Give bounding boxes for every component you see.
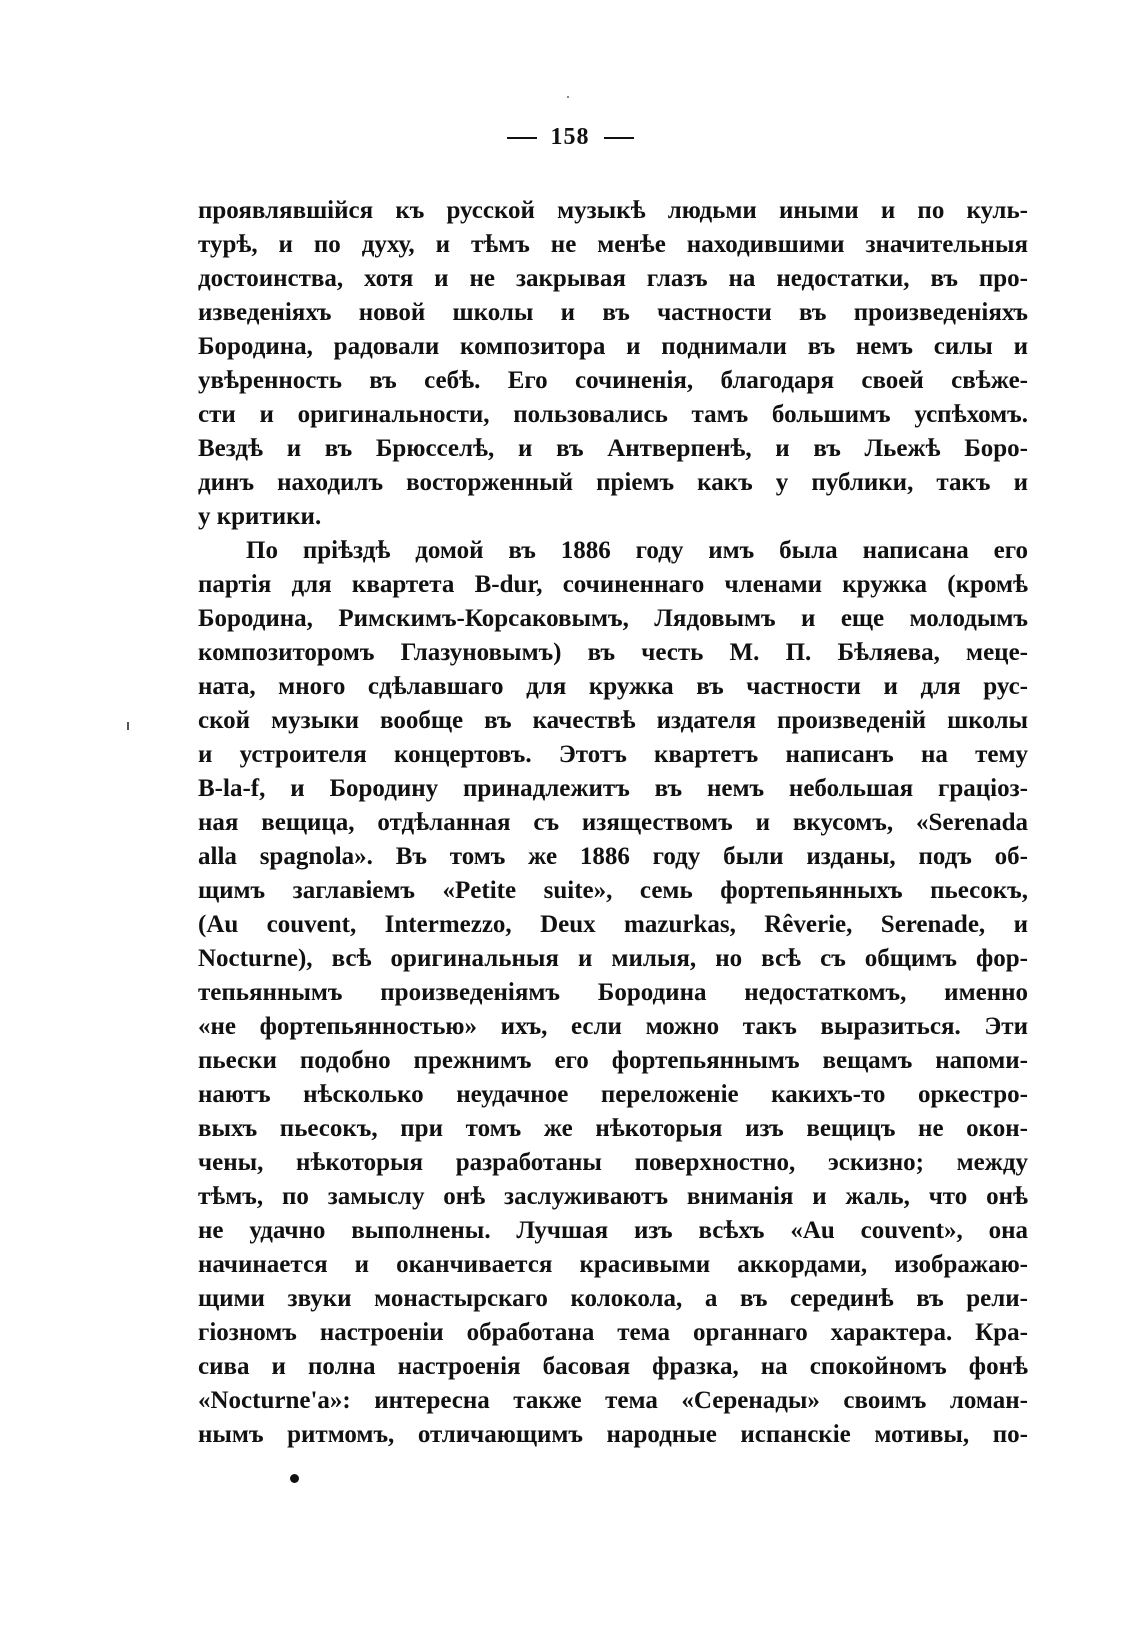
text-line: сти и оригинальности, пользовались тамъ большимъ успѣхомъ. <box>198 401 1028 428</box>
text-line: пьески подобно прежнимъ его фортепьяннымъ вещамъ напоми- <box>198 1047 1028 1074</box>
text-line: сива и полна настроенія басовая фразка, на спокойномъ фонѣ <box>198 1353 1028 1380</box>
text-line: щимъ заглавіемъ «Petite suite», семь фортепьянныхъ пьесокъ, <box>198 877 1028 904</box>
text-line: партія для квартета B-dur, сочиненнаго членами кружка (кромѣ <box>198 571 1028 598</box>
text-line: увѣренность въ себѣ. Его сочиненія, благодаря своей свѣже- <box>198 367 1028 394</box>
text-line: у критики. <box>198 503 322 530</box>
text-line: (Au couvent, Intermezzo, Deux mazurkas, Rêverie, Serenade, и <box>198 911 1028 938</box>
paragraph-2 <box>198 534 1028 1452</box>
text-line: ная вещица, отдѣланная съ изяществомъ и вкусомъ, «Serenada <box>198 809 1028 836</box>
page-number-value: 158 <box>550 124 590 150</box>
text-line: Nocturne), всѣ оригинальныя и милыя, но всѣ съ общимъ фор- <box>198 945 1028 972</box>
page-number <box>0 124 1140 151</box>
text-line: наютъ нѣсколько неудачное переложеніе какихъ-то оркестро- <box>198 1081 1028 1108</box>
text-line: Бородина, Римскимъ-Корсаковымъ, Лядовымъ и еще молодымъ <box>198 605 1028 632</box>
text-line: проявлявшійся къ русской музыкѣ людьми иными и по куль- <box>198 197 1028 224</box>
text-line: «не фортепьянностью» ихъ, если можно такъ выразиться. Эти <box>198 1013 1028 1040</box>
text-line: «Nocturne'а»: интересна также тема «Серенады» своимъ ломан- <box>198 1387 1028 1414</box>
text-line: не удачно выполнены. Лучшая изъ всѣхъ «Au couvent», она <box>198 1217 1028 1244</box>
text-line: динъ находилъ восторженный пріемъ какъ у публики, такъ и <box>198 469 1028 496</box>
text-line: и устроителя концертовъ. Этотъ квартетъ написанъ на тему <box>198 741 1028 768</box>
text-line: композиторомъ Глазуновымъ) въ честь М. П. Бѣляева, мецe- <box>198 639 1028 666</box>
text-line: тепьяннымъ произведеніямъ Бородина недостаткомъ, именно <box>198 979 1028 1006</box>
text-line: Бородина, радовали композитора и поднимали въ немъ силы и <box>198 333 1028 360</box>
text-line: B-la-f, и Бородину принадлежитъ въ немъ небольшая граціоз- <box>198 775 1028 802</box>
page-number-right-dash <box>604 137 634 139</box>
ink-dot <box>290 1474 299 1483</box>
page-speck <box>567 96 569 98</box>
text-line: изведеніяхъ новой школы и въ частности въ произведеніяхъ <box>198 299 1028 326</box>
text-line: чены, нѣкоторыя разработаны поверхностно, эскизно; между <box>198 1149 1028 1176</box>
text-line: ната, много сдѣлавшаго для кружка въ частности и для рус- <box>198 673 1028 700</box>
text-line: выхъ пьесокъ, при томъ же нѣкоторыя изъ вещицъ не окон- <box>198 1115 1028 1142</box>
text-line: нымъ ритмомъ, отличающимъ народные испанскіе мотивы, по- <box>198 1421 1028 1448</box>
text-line: гіозномъ настроеніи обработана тема органнаго характера. Кра- <box>198 1319 1028 1346</box>
text-line: alla spagnola». Въ томъ же 1886 году были изданы, подъ об- <box>198 843 1028 870</box>
paragraph-1 <box>198 194 1028 534</box>
text-line: ской музыки вообще въ качествѣ издателя произведеній школы <box>198 707 1028 734</box>
text-line: По пріѣздѣ домой въ 1886 году имъ была написана его <box>246 537 1028 564</box>
text-line: Вездѣ и въ Брюсселѣ, и въ Антверпенѣ, и въ Льежѣ Боро- <box>198 435 1028 462</box>
text-line: начинается и оканчивается красивыми аккордами, изображаю- <box>198 1251 1028 1278</box>
page-number-left-dash <box>507 137 537 139</box>
text-line: достоинства, хотя и не закрывая глазъ на недостатки, въ про- <box>198 265 1028 292</box>
text-line: турѣ, и по духу, и тѣмъ не менѣе находившими значительныя <box>198 231 1028 258</box>
body-text <box>198 194 1028 1452</box>
text-line: щими звуки монастырскаго колокола, а въ серединѣ въ рели- <box>198 1285 1028 1312</box>
margin-mark <box>127 722 129 730</box>
text-line: тѣмъ, по замыслу онѣ заслуживаютъ вниманія и жаль, что онѣ <box>198 1183 1028 1210</box>
